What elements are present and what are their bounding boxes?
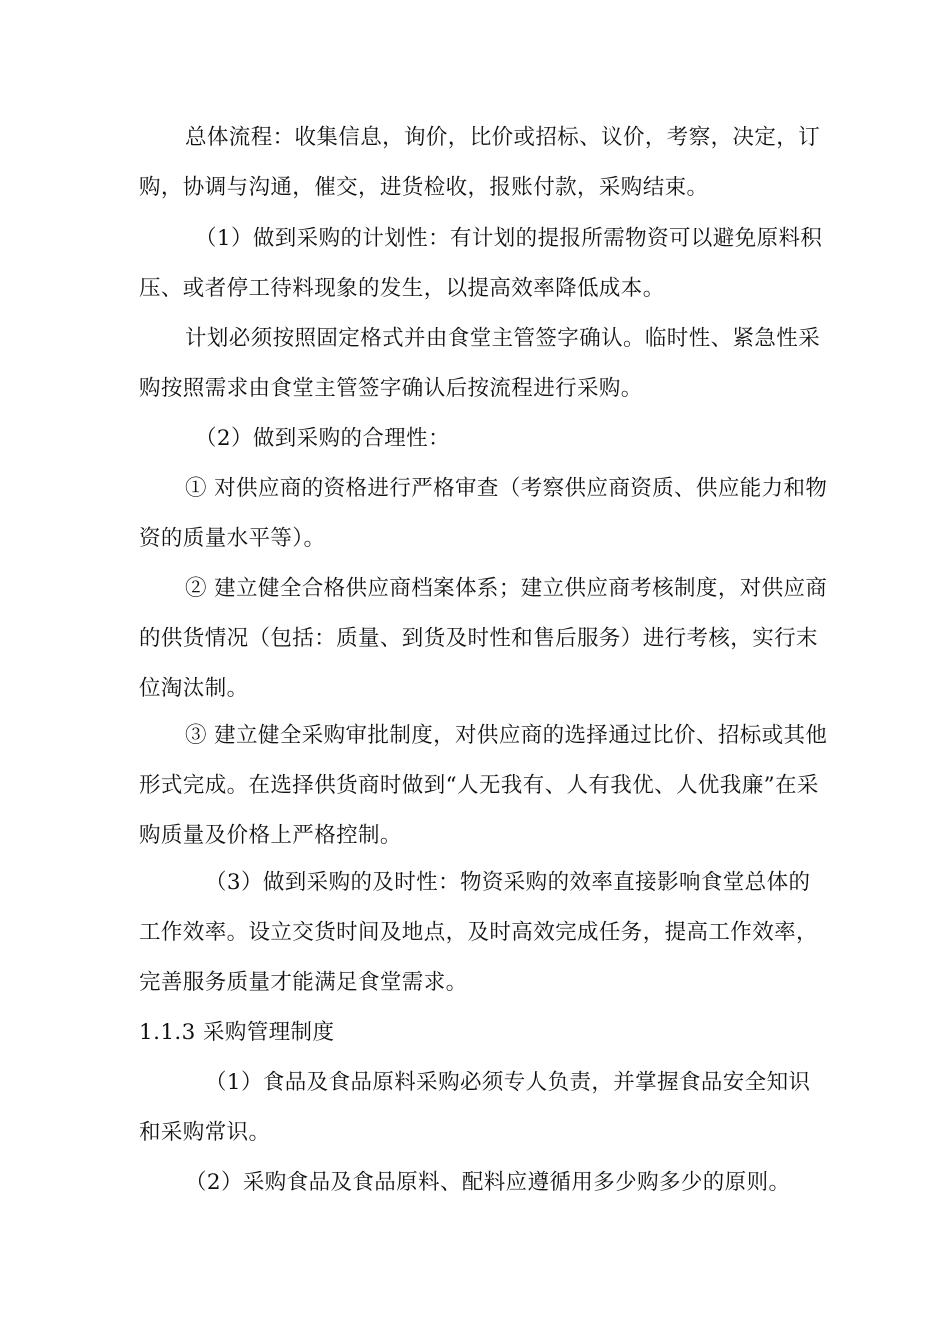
paragraph-planning: （1）做到采购的计划性：有计划的提报所需物资可以避免原料积压、或者停工待料现象的发生，以提高效率降低成本。 xyxy=(139,226,823,301)
paragraph-plan-approval: 计划必须按照固定格式并由食堂主管签字确认。临时性、紧急性采购按照需求由食堂主管签字确认后按流程进行采购。 xyxy=(139,326,821,401)
paragraph-item-3: ③ 建立健全采购审批制度，对供应商的选择通过比价、招标或其他形式完成。在选择供货商时做到“人无我有、人有我优、人优我廉”在采购质量及价格上严格控制。 xyxy=(139,723,828,848)
paragraph-item-2: ② 建立健全合格供应商档案体系；建立供应商考核制度，对供应商的供货情况（包括：质量、到货及时性和售后服务）进行考核，实行末位淘汰制。 xyxy=(139,576,828,701)
paragraph-rationality: （2）做到采购的合理性： xyxy=(195,426,450,451)
paragraph-procurement-2: （2）采购食品及食品原料、配料应遵循用多少购多少的原则。 xyxy=(185,1170,791,1195)
paragraph-item-1: ① 对供应商的资格进行严格审查（考察供应商资质、供应能力和物资的质量水平等）。 xyxy=(139,476,828,551)
paragraph-timeliness: （3）做到采购的及时性：物资采购的效率直接影响食堂总体的工作效率。设立交货时间及地点，及时高效完成任务，提高工作效率，完善服务质量才能满足食堂需求。 xyxy=(139,870,818,995)
section-heading: 1.1.3 采购管理制度 xyxy=(139,1020,335,1045)
paragraph-overall-process: 总体流程：收集信息，询价，比价或招标、议价，考察，决定，订购，协调与沟通，催交，进货检收，报账付款，采购结束。 xyxy=(139,125,821,200)
paragraph-procurement-1: （1）食品及食品原料采购必须专人负责，并掌握食品安全知识和采购常识。 xyxy=(139,1070,811,1145)
